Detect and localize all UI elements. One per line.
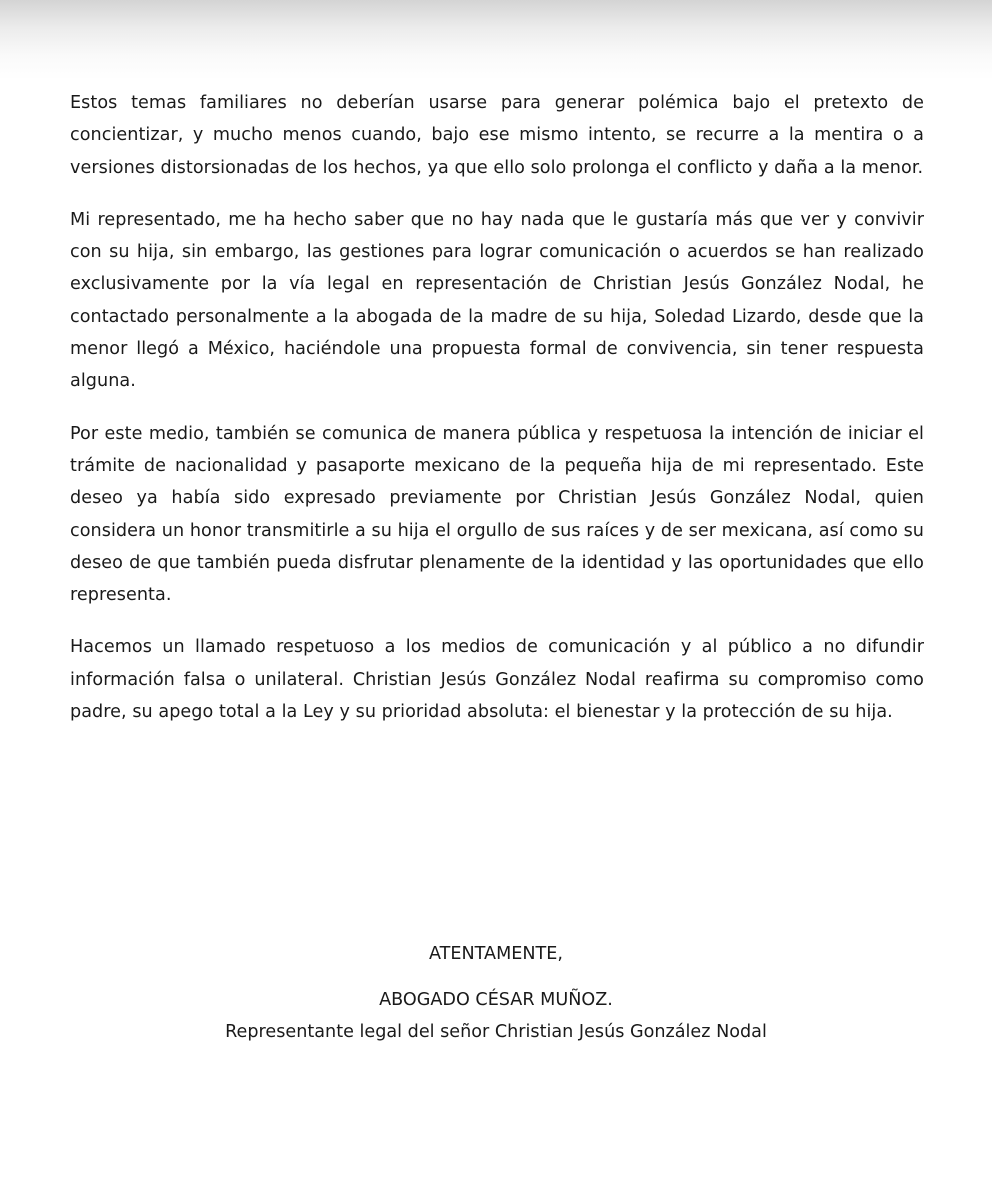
signer-name: ABOGADO CÉSAR MUÑOZ. [379,990,613,1010]
paragraph-2: Mi representado, me ha hecho saber que no hay nada que le gustaría más que ver y convivir con su hija, sin embargo, las gestiones para lograr comunicación o acuerdos se han realizado exclusivamente por la vía legal en representación de Christian Jesús González Nodal, he contactado personalmente a la abogada de la madre de su hija, Soledad Lizardo, desde que la menor llegó a México, haciéndole una propuesta formal de convivencia, sin tener respuesta alguna. [70,209,924,392]
paragraph-1: Estos temas familiares no deberían usarse para generar polémica bajo el pretexto de concientizar, y mucho menos cuando, bajo ese mismo intento, se recurre a la mentira o a versiones distorsionadas de los hechos, ya que ello solo prolonga el conflicto y daña a la menor. [70,93,924,178]
paragraph-3: Por este medio, también se comunica de manera pública y respetuosa la intención de iniciar el trámite de nacionalidad y pasaporte mexicano de la pequeña hija de mi representado. Este deseo ya había sido expresado previamente por Christian Jesús González Nodal, quien considera un honor transmitirle a su hija el orgullo de sus raíces y de ser mexicana, así como su deseo de que también pueda disfrutar plenamente de la identidad y las oportunidades que ello representa. [70,423,924,606]
letter-body [70,87,924,748]
paragraph-4: Hacemos un llamado respetuoso a los medios de comunicación y al público a no difundir información falsa o unilateral. Christian Jesús González Nodal reafirma su compromiso como padre, su apego total a la Ley y su prioridad absoluta: el bienestar y la protección de su hija. [70,637,924,723]
closing-salutation: ATENTAMENTE, [428,944,564,964]
top-shadow [0,0,992,80]
spacer [0,970,992,984]
signer-title: Representante legal del señor Christian Jesús González Nodal [225,1022,767,1042]
signature-block [0,938,992,1048]
